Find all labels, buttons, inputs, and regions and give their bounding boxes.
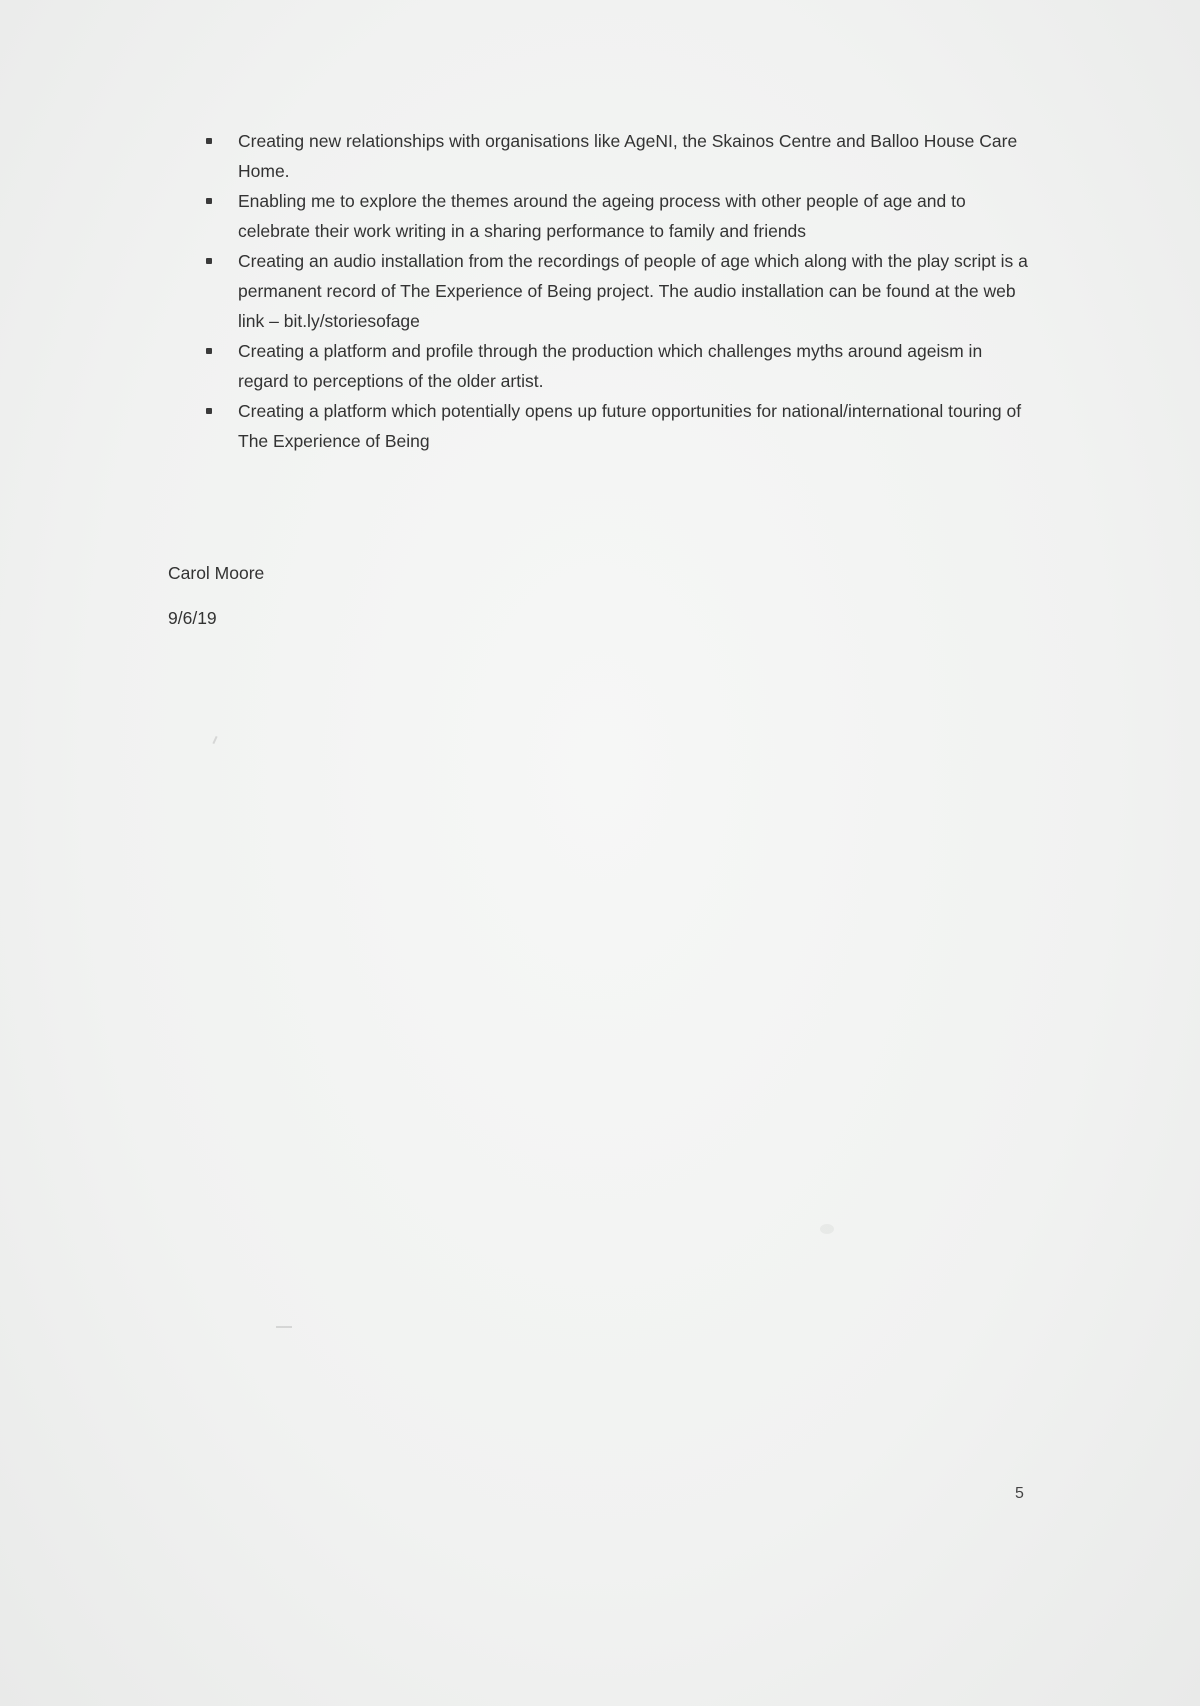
list-item — [200, 186, 1030, 246]
bullet-text: Creating a platform and profile through the production which challenges myths around ageism in regard to perceptions of the older artist. — [238, 341, 983, 391]
list-item — [200, 396, 1030, 456]
page-number: 5 — [1015, 1485, 1024, 1502]
list-item — [200, 246, 1030, 336]
bullet-icon — [206, 198, 212, 204]
signature-date: 9/6/19 — [168, 608, 217, 628]
list-item — [200, 126, 1030, 186]
bullet-list — [200, 126, 1030, 456]
signature-name: Carol Moore — [168, 563, 265, 583]
bullet-icon — [206, 408, 212, 414]
bullet-text: Creating a platform which potentially opens up future opportunities for national/international touring of The Experience of Being — [238, 401, 1022, 451]
bullet-text: Creating an audio installation from the recordings of people of age which along with the play script is a permanent record of The Experience of Being project. The audio installation can be found at the web link – bit.ly/storiesofage — [238, 251, 1028, 331]
list-item — [200, 336, 1030, 396]
bullet-text: Creating new relationships with organisations like AgeNI, the Skainos Centre and Balloo House Care Home. — [238, 131, 1018, 181]
paper-speck — [820, 1224, 834, 1234]
paper-speck — [212, 736, 217, 744]
bullet-icon — [206, 258, 212, 264]
bullet-icon — [206, 138, 212, 144]
paper-speck — [276, 1326, 292, 1328]
bullet-icon — [206, 348, 212, 354]
bullet-text: Enabling me to explore the themes around the ageing process with other people of age and to celebrate their work writing in a sharing performance to family and friends — [238, 191, 966, 241]
